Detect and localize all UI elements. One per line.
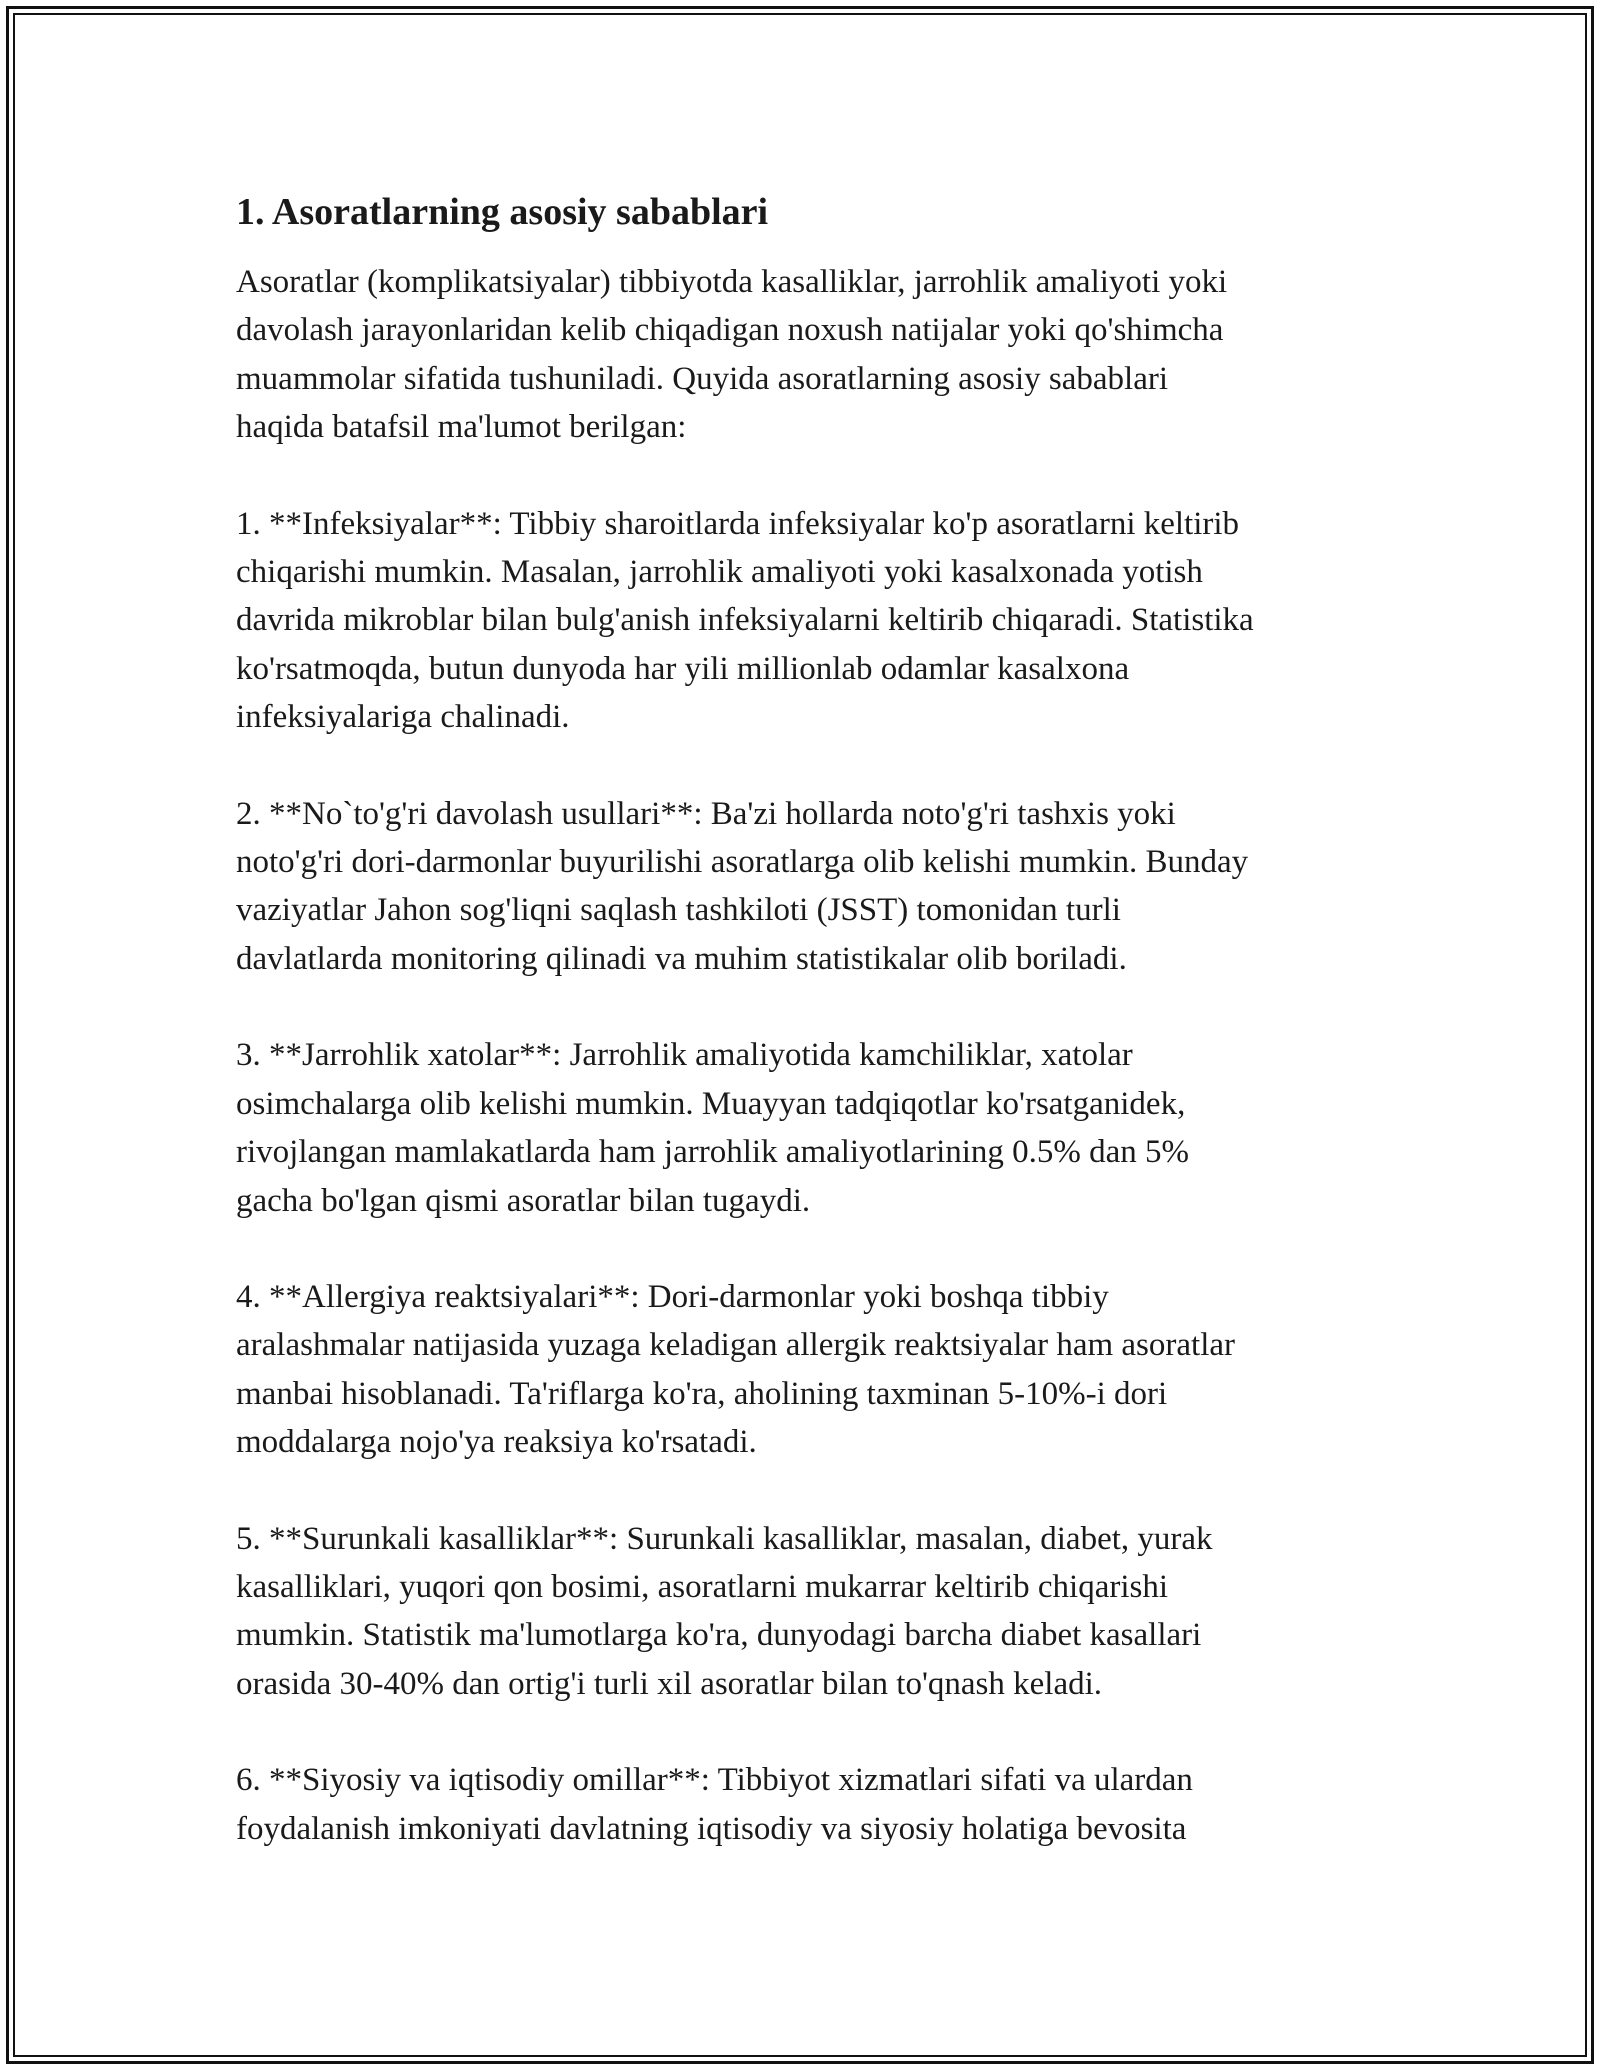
list-item-siyosiy-iqtisodiy: 6. **Siyosiy va iqtisodiy omillar**: Tibbiyot xizmatlari sifati va ulardan foydalanish imkoniyati davlatning iqtisodiy va siyosiy holatiga bevosita — [236, 1762, 1193, 1847]
list-item-allergiya: 4. **Allergiya reaktsiyalari**: Dori-darmonlar yoki boshqa tibbiy aralashmalar natijasida yuzaga keladigan allergik reaktsiyalar ham asoratlar manbai hisoblanadi. Ta'riflarga ko'ra, aholining taxminan 5-10%-i dori moddalarga nojo'ya reaksiya ko'rsatadi. — [236, 1278, 1236, 1461]
document-body — [236, 186, 1376, 1901]
intro-paragraph: Asoratlar (komplikatsiyalar) tibbiyotda kasalliklar, jarrohlik amaliyoti yoki davolash jarayonlaridan kelib chiqadigan noxush natijalar yoki qo'shimcha muammolar sifatida tushuniladi. Quyida asoratlarning asosiy sabablari haqida batafsil ma'lumot berilgan: — [236, 264, 1228, 446]
list-item-infeksiyalar: 1. **Infeksiyalar**: Tibbiy sharoitlarda infeksiyalar ko'p asoratlarni keltirib chiqarishi mumkin. Masalan, jarrohlik amaliyoti yoki kasalxonada yotish davrida mikroblar bilan bulg'anish infeksiyalarni keltirib chiqaradi. Statistika ko'rsatmoqda, butun dunyoda har yili millionlab odamlar kasalxona infeksiyalariga chalinadi. — [236, 505, 1254, 736]
list-item-surunkali-kasalliklar: 5. **Surunkali kasalliklar**: Surunkali kasalliklar, masalan, diabet, yurak kasalliklari, yuqori qon bosimi, asoratlarni mukarrar keltirib chiqarishi mumkin. Statistik ma'lumotlarga ko'ra, dunyodagi barcha diabet kasallari orasida 30-40% dan ortig'i turli xil asoratlar bilan to'qnash keladi. — [236, 1520, 1213, 1702]
list-item-davolash-usullari: 2. **No`to'g'ri davolash usullari**: Ba'zi hollarda noto'g'ri tashxis yoki noto'g'ri dori-darmonlar buyurilishi asoratlarga olib kelishi mumkin. Bunday vaziyatlar Jahon sog'liqni saqlash tashkiloti (JSST) tomonidan turli davlatlarda monitoring qilinadi va muhim statistikalar olib boriladi. — [236, 795, 1249, 977]
section-title: 1. Asoratlarning asosiy sabablari — [236, 191, 769, 233]
list-item-jarrohlik-xatolar: 3. **Jarrohlik xatolar**: Jarrohlik amaliyotida kamchiliklar, xatolar osimchalarga olib kelishi mumkin. Muayyan tadqiqotlar ko'rsatganidek, rivojlangan mamlakatlarda ham jarrohlik amaliyotlarining 0.5% dan 5% gacha bo'lgan qismi asoratlar bilan tugaydi. — [236, 1037, 1190, 1219]
